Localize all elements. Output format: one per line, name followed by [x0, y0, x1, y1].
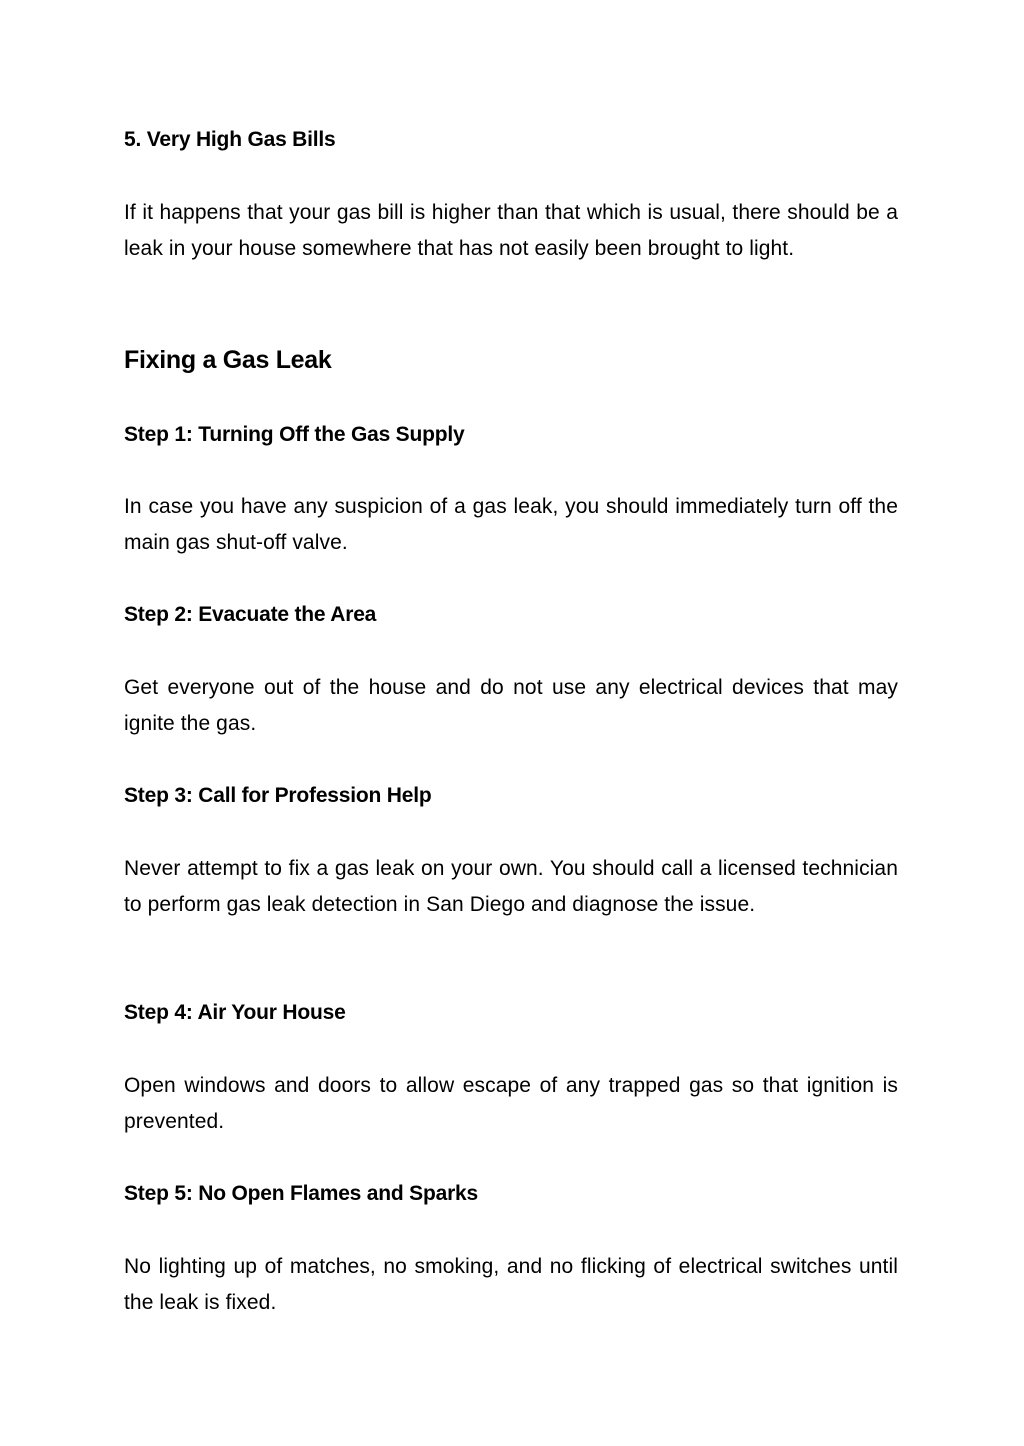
- step-2-paragraph: Get everyone out of the house and do not use any electrical devices that may ignite the gas.: [124, 676, 898, 735]
- step-4-heading: Step 4: Air Your House: [124, 1001, 346, 1024]
- step-5-heading: Step 5: No Open Flames and Sparks: [124, 1182, 478, 1205]
- step-1-heading: Step 1: Turning Off the Gas Supply: [124, 423, 465, 446]
- step-2-heading: Step 2: Evacuate the Area: [124, 603, 377, 626]
- item-heading: 5. Very High Gas Bills: [124, 128, 336, 151]
- step-4-paragraph: Open windows and doors to allow escape of any trapped gas so that ignition is prevented.: [124, 1074, 898, 1133]
- section-heading: Fixing a Gas Leak: [124, 346, 332, 374]
- step-1-paragraph: In case you have any suspicion of a gas leak, you should immediately turn off the main gas shut-off valve.: [124, 495, 898, 554]
- step-3-heading: Step 3: Call for Profession Help: [124, 784, 432, 807]
- step-3-paragraph: Never attempt to fix a gas leak on your own. You should call a licensed technician to perform gas leak detection in San Diego and diagnose the issue.: [124, 857, 898, 916]
- item-paragraph: If it happens that your gas bill is higher than that which is usual, there should be a leak in your house somewhere that has not easily been brought to light.: [124, 201, 898, 260]
- step-5-paragraph: No lighting up of matches, no smoking, and no flicking of electrical switches until the leak is fixed.: [124, 1255, 898, 1314]
